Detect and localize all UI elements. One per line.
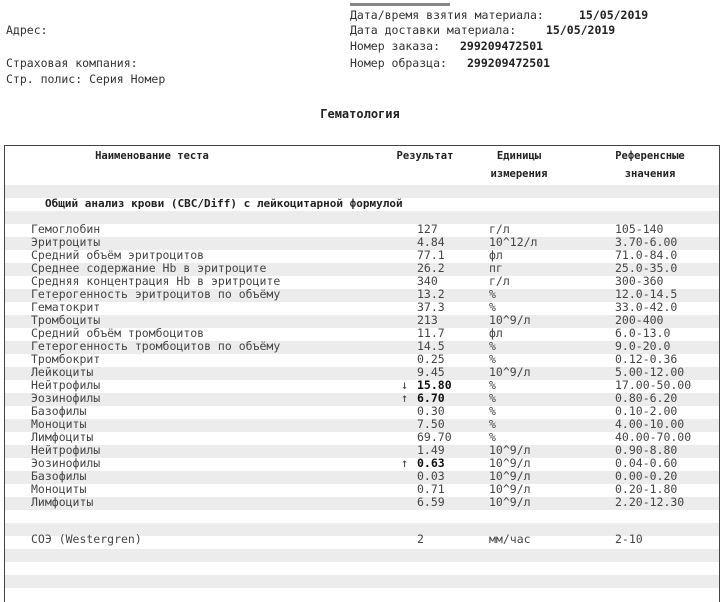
sample-taken-label: Дата/время взятия материала:	[350, 8, 544, 22]
flag-arrow-icon: ↓	[401, 378, 409, 392]
test-name: Лимфоциты	[31, 430, 94, 444]
flag-arrow-icon: ↑	[401, 456, 409, 470]
esr-name: СОЭ (Westergren)	[31, 532, 142, 546]
page-title: Гематология	[320, 107, 400, 121]
test-unit: г/л	[489, 274, 510, 288]
test-result: 0.03	[417, 469, 445, 483]
esr-row	[5, 533, 719, 546]
test-name: Гемоглобин	[31, 222, 101, 236]
cut-off-text-left	[6, 0, 306, 4]
test-result: 0.71	[417, 482, 445, 496]
column-header-name: Наименование теста	[95, 150, 209, 162]
test-unit: пг	[489, 261, 503, 275]
test-unit: %	[489, 417, 496, 431]
test-unit: 10^9/л	[489, 313, 531, 327]
test-name: Нейтрофилы	[31, 378, 101, 392]
test-reference: 0.04-0.60	[615, 456, 678, 470]
test-reference: 4.00-10.00	[615, 417, 685, 431]
sample-value: 299209472501	[467, 56, 551, 70]
test-unit: %	[489, 300, 496, 314]
test-reference: 0.80-6.20	[615, 391, 678, 405]
row-stripe	[5, 575, 719, 588]
section-title: Общий анализ крови (CBC/Diff) с лейкоцитарной формулой	[45, 197, 403, 210]
test-name: Эозинофилы	[31, 391, 101, 405]
test-unit: %	[489, 352, 496, 366]
test-reference: 0.10-2.00	[615, 404, 678, 418]
test-reference: 2.20-12.30	[615, 495, 685, 509]
test-result: 340	[417, 274, 438, 288]
result-row	[5, 470, 719, 483]
test-unit: %	[489, 378, 496, 392]
test-reference: 0.12-0.36	[615, 352, 678, 366]
test-result: 0.30	[417, 404, 445, 418]
address-label: Адрес:	[6, 23, 48, 37]
test-result: 1.49	[417, 443, 445, 457]
result-row	[5, 340, 719, 353]
result-row	[5, 444, 719, 457]
result-row	[5, 223, 719, 236]
test-unit: %	[489, 287, 496, 301]
test-result: 0.25	[417, 352, 445, 366]
result-row	[5, 483, 719, 496]
test-result: 213	[417, 313, 438, 327]
column-header-ref-line1: Референсные	[615, 150, 685, 162]
test-name: Среднее содержание Hb в эритроците	[31, 261, 267, 275]
test-reference: 12.0-14.5	[615, 287, 678, 301]
test-reference: 300-360	[615, 274, 664, 288]
test-unit: 10^9/л	[489, 365, 531, 379]
test-reference: 40.00-70.00	[615, 430, 692, 444]
result-row	[5, 353, 719, 366]
test-result: 15.80	[417, 378, 452, 392]
test-name: Средний объём тромбоцитов	[31, 326, 205, 340]
test-reference: 9.0-20.0	[615, 339, 671, 353]
test-result: 11.7	[417, 326, 445, 340]
delivery-value: 15/05/2019	[546, 23, 616, 37]
test-name: Нейтрофилы	[31, 443, 101, 457]
test-name: Гематокрит	[31, 300, 101, 314]
test-unit: 10^9/л	[489, 456, 531, 470]
column-header-units-line1: Единицы	[496, 150, 542, 162]
test-name: Тромбокрит	[31, 352, 101, 366]
result-row	[5, 288, 719, 301]
esr-unit: мм/час	[489, 532, 531, 546]
test-unit: 10^9/л	[489, 495, 531, 509]
test-result: 26.2	[417, 261, 445, 275]
flag-arrow-icon: ↑	[401, 391, 409, 405]
test-result: 4.84	[417, 235, 445, 249]
test-reference: 33.0-42.0	[615, 300, 678, 314]
test-unit: %	[489, 430, 496, 444]
test-name: Моноциты	[31, 482, 87, 496]
test-name: Гетерогенность эритроцитов по объёму	[31, 287, 281, 301]
test-reference: 71.0-84.0	[615, 248, 678, 262]
result-row	[5, 457, 719, 470]
test-reference: 0.20-1.80	[615, 482, 678, 496]
test-name: Эозинофилы	[31, 456, 101, 470]
test-reference: 3.70-6.00	[615, 235, 678, 249]
test-name: Эритроциты	[31, 235, 101, 249]
result-row	[5, 431, 719, 444]
test-unit: 10^9/л	[489, 443, 531, 457]
result-row	[5, 301, 719, 314]
test-name: Средняя концентрация Hb в эритроците	[31, 274, 281, 288]
insurance-label: Страховая компания:	[6, 56, 138, 70]
test-result: 7.50	[417, 417, 445, 431]
test-name: Базофилы	[31, 469, 87, 483]
test-result: 127	[417, 222, 438, 236]
test-result: 9.45	[417, 365, 445, 379]
esr-value: 2	[417, 532, 424, 546]
result-row	[5, 366, 719, 379]
results-table	[4, 145, 720, 602]
test-reference: 0.00-0.20	[615, 469, 678, 483]
esr-ref: 2-10	[615, 532, 643, 546]
test-unit: фл	[489, 326, 503, 340]
test-result: 0.63	[417, 456, 445, 470]
test-name: Средний объём эритроцитов	[31, 248, 205, 262]
policy-label: Стр. полис: Серия Номер	[6, 72, 166, 86]
header-cut-line-left	[6, 0, 306, 7]
result-row	[5, 379, 719, 392]
test-unit: %	[489, 404, 496, 418]
test-reference: 17.00-50.00	[615, 378, 692, 392]
test-reference: 200-400	[615, 313, 664, 327]
test-name: Гетерогенность тромбоцитов по объёму	[31, 339, 281, 353]
test-reference: 105-140	[615, 222, 664, 236]
test-name: Тромбоциты	[31, 313, 101, 327]
order-value: 299209472501	[460, 39, 544, 53]
test-reference: 5.00-12.00	[615, 365, 685, 379]
result-row	[5, 392, 719, 405]
test-unit: фл	[489, 248, 503, 262]
test-name: Базофилы	[31, 404, 87, 418]
test-unit: 10^12/л	[489, 235, 538, 249]
order-label: Номер заказа:	[350, 39, 441, 53]
test-result: 69.70	[417, 430, 452, 444]
sample-taken-value: 15/05/2019	[579, 8, 649, 22]
test-result: 14.5	[417, 339, 445, 353]
test-name: Лимфоциты	[31, 495, 94, 509]
column-header-units-line2: измерения	[490, 168, 548, 180]
result-row	[5, 496, 719, 509]
test-result: 13.2	[417, 287, 445, 301]
result-row	[5, 418, 719, 431]
delivery-label: Дата доставки материала:	[350, 23, 517, 37]
test-name: Моноциты	[31, 417, 87, 431]
test-name: Лейкоциты	[31, 365, 94, 379]
test-result: 37.3	[417, 300, 445, 314]
sample-label: Номер образца:	[350, 56, 447, 70]
test-unit: %	[489, 391, 496, 405]
test-unit: 10^9/л	[489, 482, 531, 496]
table-header	[5, 146, 719, 186]
test-unit: 10^9/л	[489, 469, 531, 483]
test-unit: %	[489, 339, 496, 353]
test-result: 6.70	[417, 391, 445, 405]
column-header-result: Результат	[396, 150, 454, 162]
result-row	[5, 405, 719, 418]
test-result: 77.1	[417, 248, 445, 262]
test-reference: 25.0-35.0	[615, 261, 678, 275]
row-stripe	[5, 549, 719, 562]
test-result: 6.59	[417, 495, 445, 509]
test-unit: г/л	[489, 222, 510, 236]
column-header-ref-line2: значения	[624, 168, 676, 180]
test-reference: 6.0-13.0	[615, 326, 671, 340]
test-reference: 0.90-8.80	[615, 443, 678, 457]
